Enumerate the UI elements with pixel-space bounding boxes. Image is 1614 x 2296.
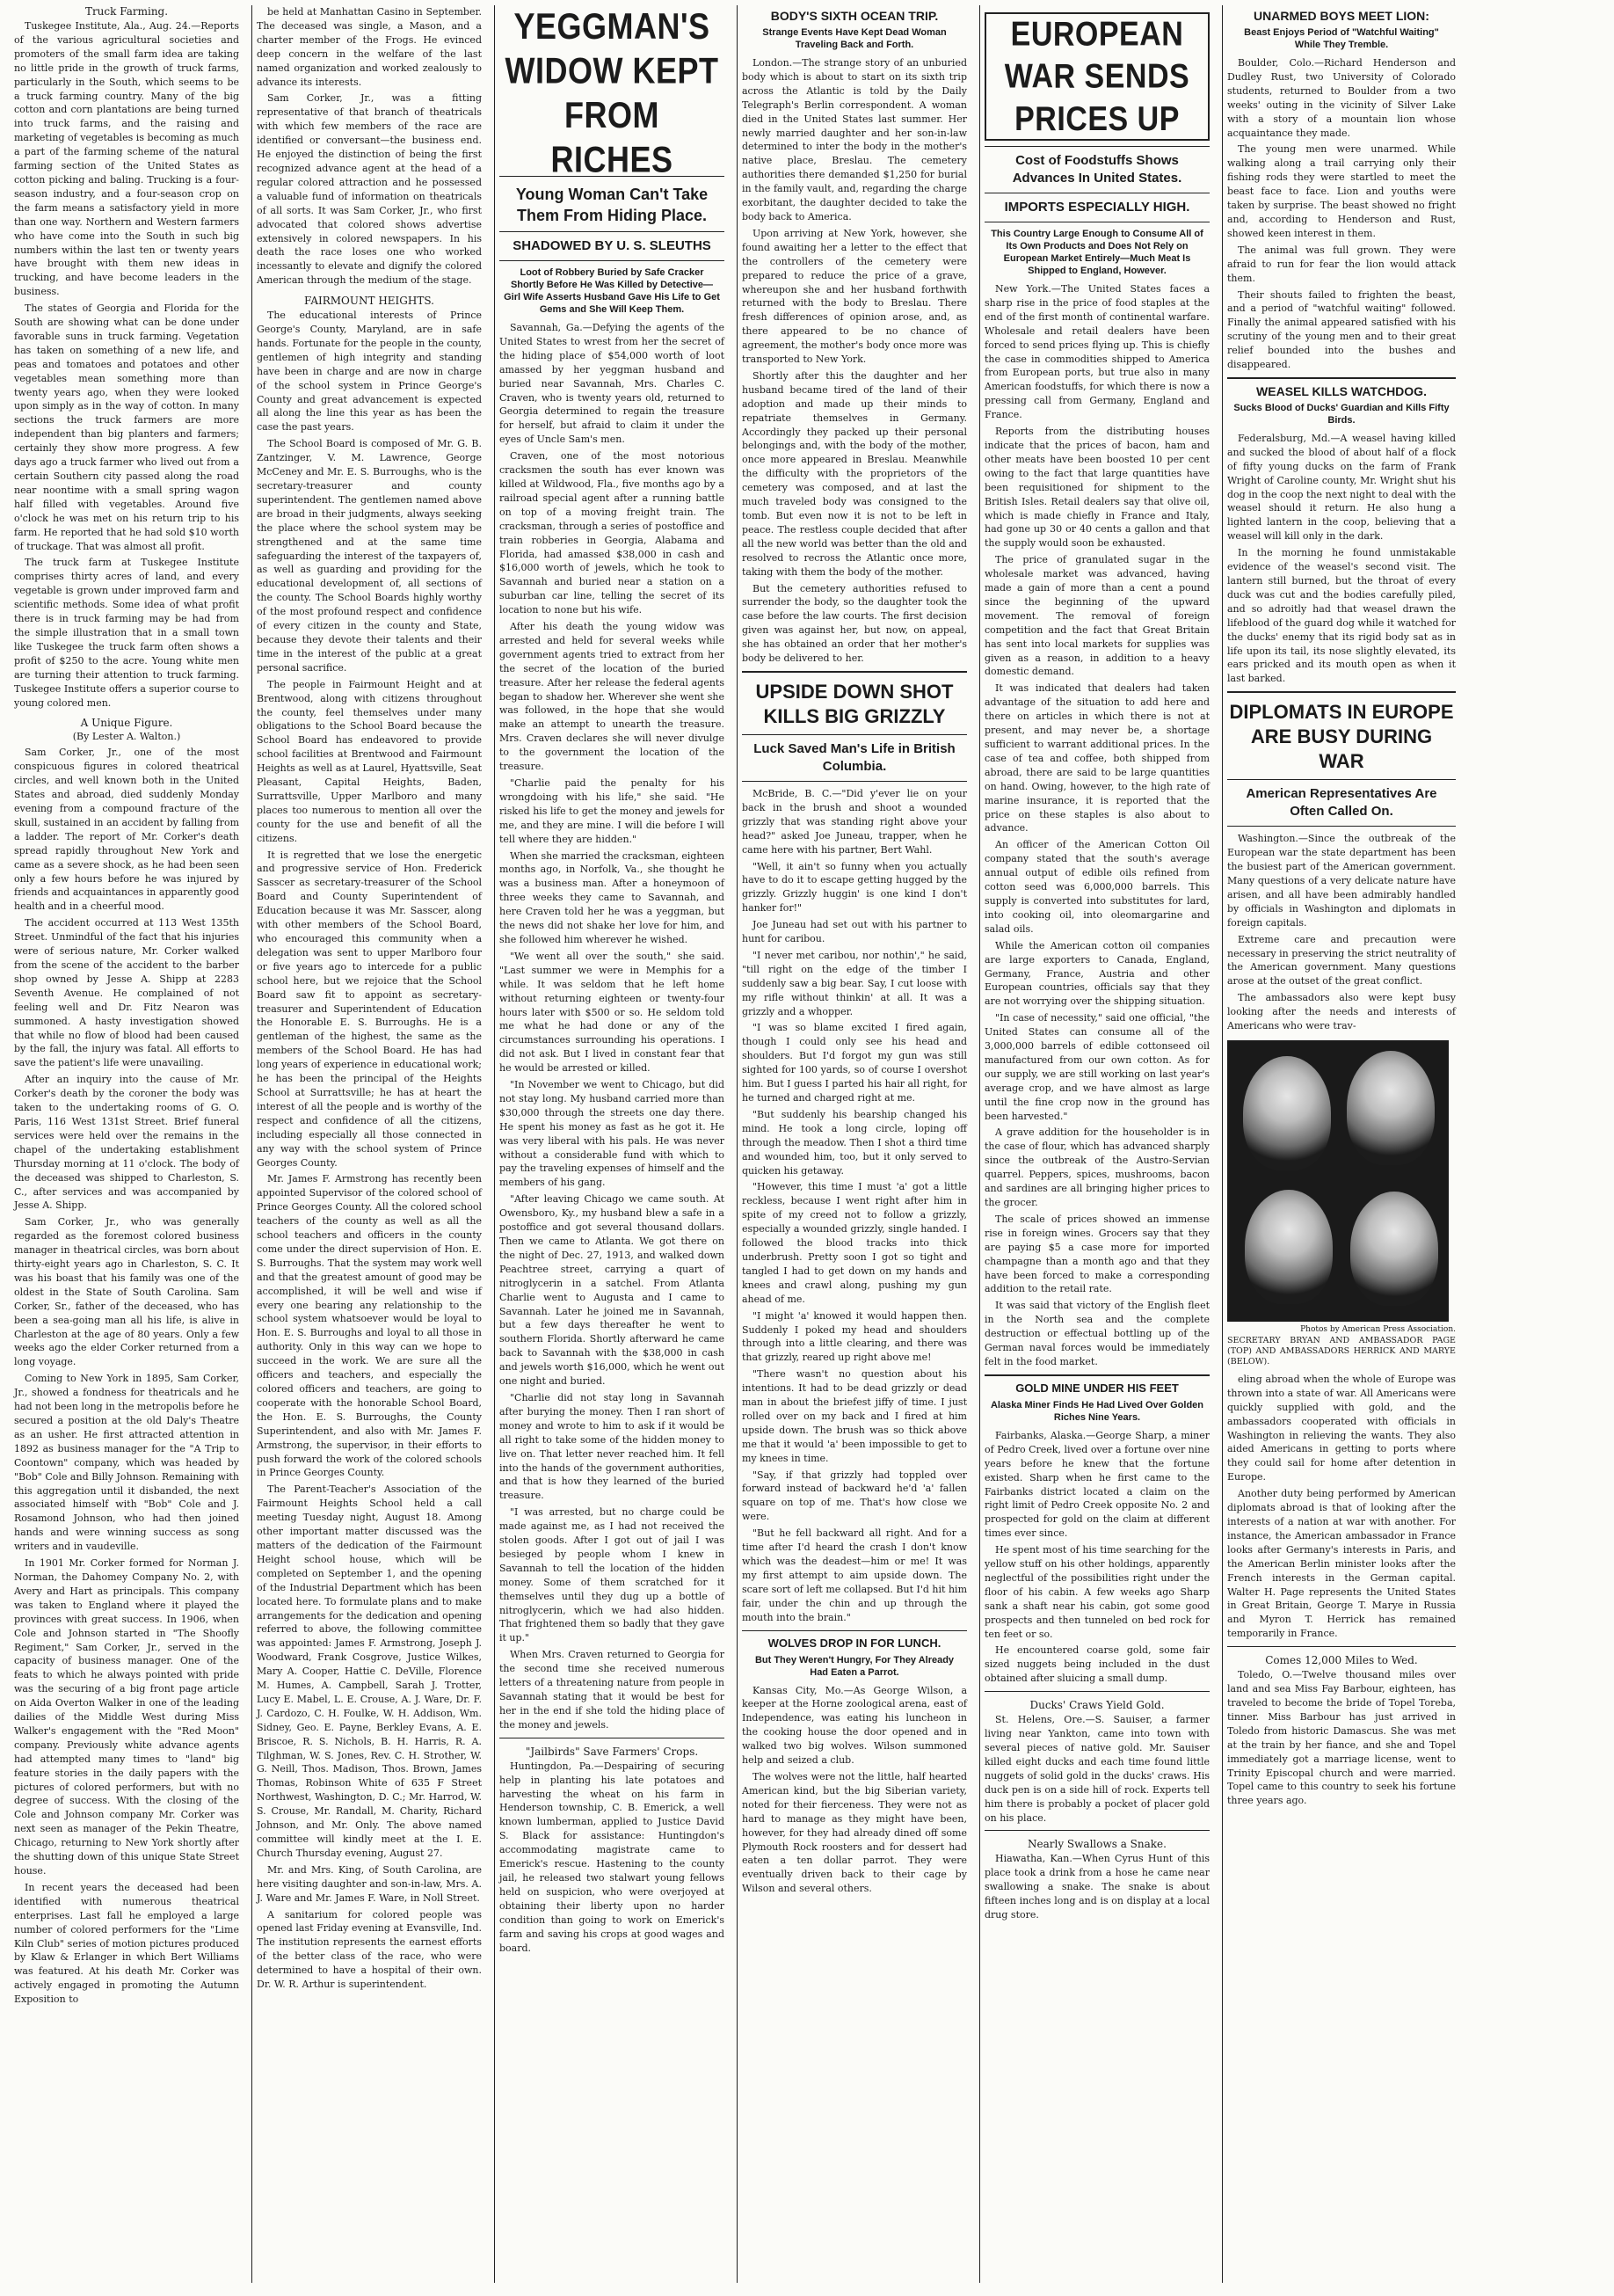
ocean-trip-headline: BODY'S SIXTH OCEAN TRIP.	[770, 9, 939, 23]
paragraph: The Parent-Teacher's Association of the Fairmount Heights School held a call meeting Tuesday night, August 18. Among other important matter discussed was the matters of the dedication of the Fairmount Height school house, which will be completed on September 1, and the opening of the Industrial Department which has been located here. To formulate plans and to make arrangements for the dedication and opening referred to above, the following committee was appointed: James F. Armstrong, Joseph J. Woodward, Frank Cosgrove, Justice Wilkes, Mary A. Cooper, Hattie C. DeVille, Florence M. Humes, A. Campbell, Sarah J. Trotter, Lucy E. Mabel, L. E. Crouse, A. J. Ware, Dr. F. J. Cardozo, C. H. Foulke, W. H. Addison, Wm. Sidney, Geo. E. Payne, Berkley Evans, A. E. Briscoe, R. S. Nichols, B. H. Harris, R. A. Tilghman, W. S. Jones, Rev. C. H. Strother, W. G. Neill, Thos. Madison, Thos. Brown, James Thomas, Robinson White of 635 F Street Northwest, Washington, D. C.; Mr. Harrod, W. S. Crouse, Mr. Randall, M. Charity, Richard Johnson, and Mr. Only. The above named committee will kindly meet at the I. E. Church Thursday evening, August 27.	[257, 1483, 482, 1859]
paragraph: New York.—The United States faces a sharp rise in the price of food staples at the end of the first month of continental warfare. Wholesale and retail dealers have been forced to send prices flying up. This is chiefly the case in commodities shipped to America from European ports, but true also in many American foodstuffs, for which there is now a pressing call from Germany, England and France.	[985, 283, 1210, 421]
divider	[742, 1630, 967, 1631]
unique-figure-title: A Unique Figure.	[80, 717, 173, 730]
diplomats-subhead: American Representatives Are Often Called On.	[1246, 786, 1437, 820]
paragraph: "In November we went to Chicago, but did not stay long. My husband carried more than $30,000 through the streets one day there. He spent his money as fast as he got it. He was very liberal with his pals. He was never without a considerable fund with which to pay the traveling expenses of himself and the members of his gang.	[499, 1079, 724, 1189]
column-1	[9, 5, 244, 2283]
paragraph: He encountered coarse gold, some fair sized nuggets being included in the dust obtained after sluicing a small dump.	[985, 1644, 1210, 1685]
paragraph: After his death the young widow was arrested and held for several weeks while government agents tried to extract from her the secret of the location of the buried treasure. After her release the federal agents began to shadow her. Wherever she went she was followed, in the hope that she would make an attempt to unearth the treasure. Mrs. Craven declares she will never divulge to the government the location of the treasure.	[499, 621, 724, 773]
paragraph: An officer of the American Cotton Oil company stated that the south's average annual output of edible oils refined from cotton seed was 6,000,000 barrels. This supply is converted into substitutes for lard, into cooking oil, into oleomargarine and salad oils.	[985, 839, 1210, 935]
paragraph: "After leaving Chicago we came south. At Owensboro, Ky., my husband blew a safe in a postoffice and got several thousand dollars. Then we came to Atlanta. We got there on the night of Dec. 27, 1913, and walked down Peachtree street, carrying a quart of nitroglycerin in a satchel. From Atlanta Charlie went to Augusta and I came to Savannah. Later he joined me in Savannah, but a few days thereafter he went to southern Florida. Shortly afterward he came back to Savannah with the $38,000 in cash and jewels worth $16,000, which he went out one night and buried.	[499, 1193, 724, 1388]
paragraph: be held at Manhattan Casino in September. The deceased was single, a Mason, and a charter member of the Frogs. He evinced deep concern in the welfare of the last named organization and worked zealously to advance its interests.	[257, 6, 482, 88]
grizzly-article	[742, 787, 967, 1625]
portrait-page	[1347, 1051, 1435, 1165]
divider	[499, 231, 724, 232]
paragraph: The truck farm at Tuskegee Institute comprises thirty acres of land, and every vegetable is grown under improved farm and scientific methods. Some idea of what profit there is in truck farming may be had from the simple illustration that in a small town like Tuskegee the truck farm often shows a profit of $250 to the acre. Young white men are turning their attention to truck farming. Tuskegee Institute offers a superior course to young colored men.	[14, 557, 239, 709]
gold-mine-title: GOLD MINE UNDER HIS FEET	[1015, 1381, 1179, 1395]
diplomats-headline: DIPLOMATS IN EUROPE ARE BUSY DURING WAR	[1229, 701, 1454, 773]
paragraph: A grave addition for the householder is in the case of flour, which has advanced sharply since the outbreak of the Austro-Servian quarrel. Peppers, spices, mushrooms, bacon and sardines are all bringing higher prices to the grocer.	[985, 1126, 1210, 1208]
portrait-marye	[1350, 1192, 1438, 1306]
divider	[1227, 1646, 1456, 1647]
paragraph: eling abroad when the whole of Europe was thrown into a state of war. All Americans were quickly supplied with gold, and the ambassadors cooperated with officials in Washington in relieving the wants. They also aided Americans in getting to ports where they could sail for home after detention in Europe.	[1227, 1373, 1456, 1483]
paragraph: The animal was full grown. They were afraid to run for fear the lion would attack them.	[1227, 244, 1456, 284]
divider	[1227, 779, 1456, 780]
paragraph: The states of Georgia and Florida for the South are showing what can be done under favorable suns in truck farming. Vegetation has taken on something of a new life, and peas and tomatoes and potatoes and other vegetables mean something more than twenty years ago, when they were looked upon simply as in the way of cotton. In many sections the truck farmers are more independent than big planters and farmers; certainly they show more progress. A few days ago a truck farmer who lived out from a certain Southern city passed along the road near noontime with a small spring wagon half filled with vegetables. Around five o'clock he was met on his return trip to his farm. He reported that he had sold $10 worth of truckage. That was almost all profit.	[14, 302, 239, 552]
paragraph: Kansas City, Mo.—As George Wilson, a keeper at the Horne zoological arena, east of Independence, was eating his luncheon in the cooking house the door opened and in walked two big wolves. Wilson summoned help and seized a club.	[742, 1684, 967, 1767]
paragraph: "Charlie did not stay long in Savannah after burying the money. Then I ran short of money and wrote to him to ask if it would be all right to take some of the hidden money to live on. That letter never reached him. It fell into the hands of the government authorities, and that is how they learned of the buried treasure.	[499, 1391, 724, 1502]
diplomats-photo	[1227, 1040, 1449, 1322]
paragraph: The wolves were not the little, half hearted American kind, but the big Siberian variety, noted for their fierceness. They were not as hard to manage as they might have been, however, for they had already dined off some Plymouth Rock roosters and for dessert had eaten a ten dollar parrot. They were eventually driven back to their cage by Wilson and several others.	[742, 1770, 967, 1895]
wolves-deck: But They Weren't Hungry, For They Already Had Eaten a Parrot.	[754, 1654, 955, 1678]
wed-title: Comes 12,000 Miles to Wed.	[1265, 1654, 1418, 1667]
paragraph: Sam Corker, Jr., who was generally regarded as the foremost colored business manager in theatrical circles, was born about thirty-eight years ago in Charleston, S. C. It was his boast that his family was one of the oldest in the State of South Carolina. Sam Corker, Sr., father of the deceased, who has been a sea-going man all his life, is alive in Charleston at the age of 80 years. Only a few weeks ago the elder Corker returned from a long voyage.	[14, 1216, 239, 1368]
snake-title: Nearly Swallows a Snake.	[1028, 1838, 1167, 1851]
paragraph: A sanitarium for colored people was opened last Friday evening at Evansville, Ind. The institution represents the earnest efforts of the better class of the race, who were determined to have a hospital of their own. Dr. W. R. Arthur is superintendent.	[257, 1908, 482, 1991]
paragraph: The educational interests of Prince George's County, Maryland, are in safe hands. Fortunate for the people in the county, gentlemen of high integrity and standing have been in charge and are now in charge of the school system in Prince George's County and great advancement is expected all along the line this year as has been the case the past years.	[257, 310, 482, 434]
weasel-title: WEASEL KILLS WATCHDOG.	[1256, 383, 1427, 398]
european-war-deck: This Country Large Enough to Consume All of Its Own Products and Does Not Rely on European Market Entirely—Much Meat Is Shipped to England, However.	[991, 229, 1203, 276]
divider	[742, 781, 967, 782]
paragraph: Boulder, Colo.—Richard Henderson and Dudley Rust, two University of Colorado students, returned to Boulder from a two weeks' outing in the vicinity of Silver Lake with a story of a mountain lion whose acquaintance they made.	[1227, 57, 1456, 139]
paragraph: The price of granulated sugar in the wholesale market was advanced, having made a gain of more than a cent a pound since the beginning of the upward movement. The removal of foreign competition and the fact that Great Britain has sent into local markets for supplies was given as a reason, in addition to a heavy domestic demand.	[985, 554, 1210, 678]
paragraph: Toledo, O.—Twelve thousand miles over land and sea Miss Fay Barbour, eighteen, has traveled to become the bride of Topel Toreba, tinner. Miss Barbour has just arrived in Toledo from historic Damascus. She was met at the train by her fiance, and she and Topel immediately got a marriage license, went to Trinity Episcopal church and were married. Topel came to this country to seek his fortune three years ago.	[1227, 1669, 1456, 1807]
paragraph: McBride, B. C.—"Did y'ever lie on your back in the brush and shoot a wounded grizzly that was standing right above your head?" asked Joe Juneau, trapper, when he came here with his partner, Bert Wahl.	[742, 787, 967, 856]
weasel-deck: Sucks Blood of Ducks' Guardian and Kills Fifty Birds.	[1233, 402, 1450, 426]
yeggman-subhead: Young Woman Can't Take Them From Hiding Place.	[515, 186, 709, 224]
paragraph: Savannah, Ga.—Defying the agents of the United States to wrest from her the secret of the hiding place of $54,000 worth of loot amassed by her yeggman husband and buried near Savannah, Mrs. Charles C. Craven, who is twenty years old, returned to Georgia determined to regain the treasure for herself, but afraid to claim it under the eyes of Uncle Sam's men.	[499, 322, 724, 446]
divider	[1227, 691, 1456, 693]
paragraph: In 1901 Mr. Corker formed for Norman J. Norman, the Dahomey Company No. 2, with Avery and Hart as principals. This company was taken to England where it played the provinces with great success. In 1906, when Cole and Johnson started in "The Shoofly Regiment," Sam Corker, Jr., served in the capacity of business manager. One of the feats to which he always pointed with pride was the securing of a big front page article on Aida Overton Walker in one of the leading dailies of the Middle West during Miss Walker's engagement with the "Red Moon" company. Previously white advance agents had attempted many times to "land" big feature stories in the daily papers with the pictures of colored performers, but with no degree of success. With the closing of the Cole and Johnson company Mr. Corker was next seen as manager of the Pekin Theatre, Chicago, returning to New York shortly after the shutting down of this unique State Street house.	[14, 1557, 239, 1877]
paragraph: "However, this time I must 'a' got a little reckless, because I went right after him in spite of my creed not to follow a grizzly, especially a wounded grizzly, single handed. I followed the blood tracks into thick underbrush. Pretty soon I got so tight and tangled I had to get down on my hands and knees and crawl along, pushing my gun ahead of me.	[742, 1181, 967, 1305]
divider	[1227, 826, 1456, 827]
paragraph: Fairbanks, Alaska.—George Sharp, a miner of Pedro Creek, lived over a fortune over nine years before he knew that the fortune existed. Sharp when he first came to the Fairbanks district located a claim on the right limit of Pedro Creek opposite No. 2 and prospected for gold on the claim at different times ever since.	[985, 1429, 1210, 1540]
paragraph: Huntingdon, Pa.—Despairing of securing help in planting his late potatoes and harvesting the wheat on his farm in Henderson township, C. B. Emerick, a well known lumberman, applied to Justice David S. Black for assistance: Huntingdon's accommodating magistrate came to Emerick's rescue. Hastening to the county jail, he released two stalwart young fellows held on suspicion, who were overjoyed at obtaining their liberty upon no harder condition than going to work on Emerick's farm and saving his crops at good wages and board.	[499, 1760, 724, 1954]
unique-figure-article	[14, 746, 239, 2007]
paragraph: In the morning he found unmistakable evidence of the weasel's second visit. The lantern still burned, but the throat of every duck was cut and the bodies carefully piled, and so adroitly had that weasel drawn the lifeblood of the guard dog while it watched for the ducks' enemy that its rigid body sat as in life upon its tail, its nose slightly elevated, its ears pricked and its mouth open as when it last barked.	[1227, 547, 1456, 685]
wolves-title: WOLVES DROP IN FOR LUNCH.	[767, 1636, 942, 1650]
gold-mine-deck: Alaska Miner Finds He Had Lived Over Golden Riches Nine Years.	[990, 1399, 1204, 1423]
paragraph: Washington.—Since the outbreak of the European war the state department has been the busiest part of the American government. Many questions of a very delicate nature have arisen, and all have been admirably handled by officials in Washington and diplomats in foreign capitals.	[1227, 833, 1456, 929]
ocean-trip-article	[742, 56, 967, 666]
photo-caption: SECRETARY BRYAN AND AMBASSADOR PAGE (TOP) AND AMBASSADORS HERRICK AND MARYE (BELOW).	[1227, 1335, 1456, 1367]
paragraph: St. Helens, Ore.—S. Sauiser, a farmer living near Yankton, came into town with several pieces of native gold. Mr. Sauiser killed eight ducks and each time found little nuggets of solid gold in the ducks' craws. His duck pen is on a side hill of rock. Experts tell him there is probably a pocket of placer gold on his place.	[985, 1714, 1210, 1824]
grizzly-subhead: Luck Saved Man's Life in British Columbia.	[753, 740, 956, 774]
paragraph: "But suddenly his bearship changed his mind. He took a long circle, loping off through the meadow. Then I shot a third time and wounded him, too, but it only served to quicken his getaway.	[742, 1108, 967, 1177]
paragraph: It is regretted that we lose the energetic and progressive service of Hon. Frederick Sasscer as secretary-treasurer of the School Board and County Superintendent of Education because it was Mr. Sasscer, along with other members of the School Board, who encouraged this community when a delegation was sent to upper Marlboro four or five years ago to intercede for a public school here, but we rejoice that the School Board saw fit to appoint as secretary-treasurer and Superintendent of Education the Honorable E. S. Burroughs. He is a gentleman of the highest, the same as the members of the School Board. He has had long years of experience in educational work; he has been the principal of the Heights School at Surrattsville; he has at heart the interest of all the people and is worthy of the respect and confidence of all the citizens, including especially all those connected in any way with the school system of Prince Georges County.	[257, 849, 482, 1169]
paragraph: Craven, one of the most notorious cracksmen the south has ever known was killed at Wildwood, Fla., five months ago by a railroad special agent after a running battle on top of a moving freight train. The cracksman, through a series of postoffice and train robberies in Georgia, Alabama and Florida, had amassed $38,000 in cash and $16,000 worth of jewels, which he took to Savannah and buried near a station on a suburban car line, telling the secret of its location to none but his wife.	[499, 450, 724, 616]
paragraph: Coming to New York in 1895, Sam Corker, Jr., showed a fondness for theatricals and he had not been long in the metropolis before he secured a position at the old Daly's Theatre as an usher. He first attracted attention in 1892 as business manager for the "A Trip to Coontown" company, which was headed by "Bob" Cole and Billy Johnson. Remaining with this aggregation until it disbanded, the next associated himself with "Bob" Cole and J. Rosamond Johnson, who had then joined hands and were winning success as song writers and in vaudeville.	[14, 1373, 240, 1553]
column-4	[737, 5, 972, 2283]
yeggman-article	[499, 321, 724, 1732]
paragraph: The people in Fairmount Height and at Brentwood, along with citizens throughout the county, feel themselves under many obligations to the School Board because the School Board has endeavored to provide school facilities at Brentwood and Fairmount Heights as well as at Laurel, Hyattsville, Seat Pleasant, Capital Heights, Baden, Surrattsville, Upper Marlboro and many places too numerous to mention all over the county for the use and benefit of all the citizens.	[257, 678, 482, 844]
jailbirds-title: "Jailbirds" Save Farmers' Crops.	[525, 1745, 699, 1758]
european-war-subhead: Cost of Foodstuffs Shows Advances In United States.	[1012, 153, 1182, 186]
column-6	[1222, 5, 1614, 2283]
paragraph: After an inquiry into the cause of Mr. Corker's death by the coroner the body was taken to the undertaking rooms of G. O. Paris, 116 West 131st Street. Brief funeral services were held over the remains in the chapel of the undertaking establishment Thursday morning at 11 o'clock. The body of the deceased was shipped to Charleston, S. C., after services and was accompanied by Jesse A. Shipp.	[14, 1074, 239, 1212]
column-3	[494, 5, 730, 2283]
paragraph: Extreme care and precaution were necessary in preserving the strict neutrality of the American government. Many questions arose at the outset of the great conflict.	[1227, 933, 1456, 988]
paragraph: The accident occurred at 113 West 135th Street. Unmindful of the fact that his injuries were of serious nature, Mr. Corker walked from the scene of the accident to the barber shop owned by Jesse A. Shipp at 2283 Seventh Avenue. He complained of not feeling well and Dr. Fitz Nearon was summoned. A hasty investigation showed that while no flow of blood had been caused by the fall, the injury was fatal. All efforts to save the patient's life were unavailing.	[14, 917, 239, 1069]
paragraph: It was said that victory of the English fleet in the North sea and the complete destruction or effectual bottling up of the German naval forces would be immediately felt in the food market.	[985, 1300, 1210, 1367]
divider	[1227, 377, 1456, 379]
yeggman-deck: Loot of Robbery Buried by Safe Cracker Shortly Before He Was Killed by Detective—Girl Wife Asserts Husband Gave His Life to Get Gems and She Will Keep Them.	[504, 267, 720, 315]
paragraph: When she married the cracksman, eighteen months ago, in Norfolk, Va., she thought he was a business man. After a honeymoon of three weeks they came to Savannah, and here Craven told her he was a yeggman, but the news did not shake her love for him, and she followed him wherever he wished.	[499, 849, 724, 945]
ocean-trip-deck: Strange Events Have Kept Dead Woman Traveling Back and Forth.	[762, 27, 947, 50]
european-war-subhead-2: IMPORTS ESPECIALLY HIGH.	[1004, 200, 1190, 215]
european-war-box	[985, 12, 1210, 141]
paragraph: In recent years the deceased had been identified with numerous theatrical enterprises. Last fall he employed a large number of colored performers for the "Lime Kiln Club" series of motion pictures produced by Klaw & Erlanger in which Bert Williams was featured. At his death Mr. Corker was actively engaged in promoting the Autumn Exposition to	[14, 1881, 239, 2006]
paragraph: But the cemetery authorities refused to surrender the body, so the daughter took the case before the law courts. The first decision given was against her, but now, on appeal, she has obtained an order that her mother's body be delivered to her.	[742, 582, 967, 665]
paragraph: Another duty being performed by American diplomats abroad is that of looking after the interests of a nation at war with another. For instance, the American ambassador in France looks after Germany's interests in Paris, and the American Berlin minister looks after the French interests in the German capital. Walter H. Page represents the United States in Great Britain, George T. Marye in Russia and Myron T. Herrick has remained temporarily in France.	[1227, 1488, 1456, 1640]
truck-farming-title: Truck Farming.	[84, 5, 169, 18]
paragraph: When Mrs. Craven returned to Georgia for the second time she received numerous letters of a threatening nature from people in Savannah stating that it would be best for her in the end if she told the hiding place of the money and jewels.	[499, 1649, 724, 1731]
paragraph: Their shouts failed to frighten the beast, and a period of "watchful waiting" followed. Finally the animal appeared satisfied with his scrutiny of the young men and to their great relief bounded into the bushes and disappeared.	[1227, 288, 1456, 371]
paragraph: The young men were unarmed. While walking along a trail carrying only their fishing rods they were startled to meet the beast face to face. Lion and youths were taken by surprise. The beast showed no fright and, according to Henderson and Rust, showed keen interest in them.	[1227, 143, 1456, 239]
paragraph: The scale of prices showed an immense rise in foreign wines. Grocers say that they are paying $5 a case more for imported champagne than a month ago and that they have been forced to make a corresponding addition to the retail rate.	[985, 1213, 1210, 1295]
paragraph: "I might 'a' knowed it would happen then. Suddenly I poked my head and shoulders through into a little clearing, and there was that grizzly, reared up right above me!	[742, 1309, 967, 1364]
paragraph: The ambassadors also were kept busy looking after the needs and interests of Americans who were trav-	[1227, 992, 1456, 1032]
paragraph: Mr. and Mrs. King, of South Carolina, are here visiting daughter and son-in-law, Mrs. A. J. Ware and Mr. James F. Ware, in Noll Street.	[257, 1863, 482, 1904]
paragraph: "I was arrested, but no charge could be made against me, as I had not received the stolen goods. After I got out of jail I was besieged by people whom I knew in Savannah to tell the location of the hidden money. Some of them scratched for it themselves until they dug up a bottle of nitroglycerin, which we had also hidden. That frightened them so badly that they gave it up."	[499, 1506, 724, 1644]
divider	[985, 146, 1210, 147]
paragraph: Tuskegee Institute, Ala., Aug. 24.—Reports of the various agricultural societies and promoters of the small farm idea are taking no little pride in the growth of truck farms, particularly in the South, which seems to be a truck farming country. Many of the big cotton and corn plantations are being turned into truck farms, and the raising and marketing of vegetables is becoming as much a part of the farming scheme of the natural farming section of the United States as cotton picking and baling. Trucking is a four-season industry, and a four-season crop on the farm means a satisfactory yield in more than one way. Northern and Western farmers who have come into the South in such big numbers within the last ten or twenty years have brought with them new ideas in trucking, and have become leaders in the business.	[14, 20, 239, 298]
yeggman-headline: YEGGMAN'S WIDOW KEPT FROM RICHES	[505, 5, 719, 180]
paragraph: "Well, it ain't so funny when you actually have to do it to escape getting hugged by the grizzly. Grizzly huggin' is one kind I don't hanker for!"	[742, 860, 967, 915]
paragraph: Mr. James F. Armstrong has recently been appointed Supervisor of the colored school of Prince Georges County. All the colored school teachers of the county as well as all the school teachers and officers in the county come under the direct supervision of Hon. E. S. Burroughs. That the system may work well and that the greatest amount of good may be accomplished, it will be well and wise if every one bearing any relationship to the school system whatsoever would be loyal to Hon. E. S. Burroughs and loyal to all those in authority. Only in this way can we hope to succeed in the work. We are sure all the officers and teachers, and especially the colored officers and teachers, are going to cooperate with the honorable School Board, the Hon. E. S. Burroughs, the County Superintendent, and also with Mr. James F. Armstrong, the supervisor, in their efforts to push forward the work of the colored schools in Prince Georges County.	[257, 1173, 482, 1479]
truck-farming-article	[14, 19, 239, 710]
paragraph: He spent most of his time searching for the yellow stuff on his other holdings, apparently neglectful of the possibilities right under the floor of his cabin. A few weeks ago Sharp sank a shaft near his cabin, got some good prospects and then tunneled on bed rock for ten feet or so.	[985, 1544, 1210, 1640]
paragraph: Joe Juneau had set out with his partner to hunt for caribou.	[742, 919, 967, 945]
fairmount-title: FAIRMOUNT HEIGHTS.	[304, 295, 434, 308]
grizzly-headline: UPSIDE DOWN SHOT KILLS BIG GRIZZLY	[755, 680, 954, 727]
lion-title: UNARMED BOYS MEET LION:	[1254, 9, 1429, 23]
paragraph: "But he fell backward all right. And for a time after I'd heard the crash I don't know which was the deadest—him or me! It was my first attempt to aim upside down. The scare sort of left me collapsed. But I'd hit him fair, under the chin and up through the mouth into the brain."	[742, 1527, 967, 1623]
paragraph: London.—The strange story of an unburied body which is about to start on its sixth trip across the Atlantic is told by the Daily Telegraph's Berlin correspondent. A woman died in the United States last summer. Her newly married daughter and her son-in-law determined to inter the body in the mother's native place, Breslau. The cemetery authorities there demanded $1,250 for burial in the family vault, and, regarding the charge exorbitant, the daughter decided to take the body back to America.	[742, 57, 967, 222]
divider	[985, 1830, 1210, 1831]
column-2	[251, 5, 487, 2283]
paragraph: "In case of necessity," said one official, "the United States can consume all of the 3,000,000 barrels of edible cottonseed oil manufactured from our own cotton. As for our supply, we are still working on last year's average crop, and we have almost as large until the fine crop now in the ground has been harvested."	[985, 1012, 1210, 1122]
paragraph: "Say, if that grizzly had toppled over forward instead of backward he'd 'a' fallen square on top of me. That's how close we were.	[742, 1469, 967, 1523]
paragraph: Sam Corker, Jr., was a fitting representative of that branch of theatricals with which few members of the race are identified or conversant—the business end. He enjoyed the distinction of being the first recognized advance agent at the head of a regular colored attraction and he possessed a valuable fund of information on theatricals of all sorts. It was Sam Corker, Jr., who first advocated that colored shows advertise extensively in colored newspapers. In his death the race loses one who worked incessantly to elevate and dignify the colored American through the medium of the stage.	[257, 92, 482, 287]
european-war-article	[985, 282, 1210, 1369]
portrait-bryan	[1243, 1056, 1331, 1170]
newspaper-page	[9, 5, 1605, 2287]
paragraph: Reports from the distributing houses indicate that the prices of bacon, ham and other meats have been boosted 10 per cent owing to the fact that large quantities have been requisitioned for shipment to the British Isles. Retail dealers say that olive oil, which is made chiefly in France and Italy, had gone up 30 or 40 cents a gallon and that the supply would soon be exhausted.	[985, 426, 1210, 550]
paragraph: The School Board is composed of Mr. G. B. Zantzinger, V. M. Lawrence, George McCeney and Mr. E. S. Burroughs, who is the secretary-treasurer and county superintendent. The gentlemen named above are broad in their judgments, always seeking the place where the school system may be strengthened and at the same time safeguarding the interest of the taxpayers of, as well as guarding and providing for the educational development of, all sections of the county. The School Boards highly worthy of the most profound respect and confidence of every citizen in the county and State, because they devote their talents and their time in the interest of the public at a great personal sacrifice.	[257, 438, 482, 674]
paragraph: Hiawatha, Kan.—When Cyrus Hunt of this place took a drink from a hose he came near swallowing a snake. The snake is about fifteen inches long and is on display at a local drug store.	[985, 1853, 1210, 1921]
paragraph: "I was so blame excited I fired again, though I could only see his head and shoulders. But I'd forgot my gun was still sighted for 100 yards, so of course I overshot him. But I guess I parted his hair all right, for he turned and charged right at me.	[742, 1022, 967, 1104]
paragraph: Federalsburg, Md.—A weasel having killed and sucked the blood of about half of a flock of fifty young ducks on the farm of Frank Wright of Caroline county, Mr. Wright shut his dog in the coop the next night to deal with the weasel should it return. He also hung a lighted lantern in the coop, believing that a weasel will kill only in the dark.	[1227, 432, 1456, 543]
fairmount-article	[257, 309, 482, 1992]
paragraph: "I never met caribou, nor nothin'," he said, "till right on the edge of the timber I suddenly saw a big bear. Say, I cut loose with my rifle without thinkin' at all. It was a grizzly and a whopper.	[742, 949, 967, 1017]
paragraph: "We went all over the south," she said. "Last summer we were in Memphis for a while. It was seldom that he left home without returning eighteen or twenty-four hours later with $500 or so. He seldom told me what he had done or any of the circumstances surrounding his operations. I did not ask. But I lived in constant fear that he would be arrested or killed.	[499, 950, 724, 1075]
paragraph: "There wasn't no question about his intentions. It had to be dead grizzly or dead man in about the briefest jiffy of time. I just rolled over on my back and I fired at him upside down. The brush was so thick above me that it would 'a' been impossible to get to my knees in time.	[742, 1368, 967, 1464]
paragraph: It was indicated that dealers had taken advantage of the situation to add here and there on articles in which there is not at present, and may never be, a shortage sufficient to warrant additional prices. In the case of tea and coffee, both shipped from abroad, there are said to be large quantities on hand. Owing, however, to the high rate of marine insurance, it is reported that the price on these staples is also about to advance.	[985, 682, 1210, 835]
paragraph: While the American cotton oil companies are large exporters to Canada, England, Germany, France, Austria and other European countries, officials say that they are not worrying over the shipping situation.	[985, 939, 1210, 1008]
paragraph: Shortly after this the daughter and her husband became tired of the land of their adoption and made up their minds to repatriate themselves in Germany. Accordingly they packed up their personal belongings and, with the body of the mother, once more appeared in Breslau. Meanwhile the difficulty with the proprietors of the cemetery was composed, and at last the much traveled body was consigned to the tomb. But even now it is not to be left in peace. The restless couple decided that after all the new world was better than the old and resolved to recross the Atlantic once more, taking with them the body of the mother.	[742, 369, 967, 578]
corker-continued	[257, 5, 482, 288]
lion-deck: Beast Enjoys Period of "Watchful Waiting" While They Tremble.	[1244, 27, 1439, 50]
paragraph: "Charlie paid the penalty for his wrongdoing with his life," she said. "He risked his life to get the money and jewels for me, and they are mine. I will die before I will tell where they are hidden."	[499, 777, 724, 845]
portrait-herrick	[1245, 1190, 1333, 1304]
divider	[742, 734, 967, 735]
ducks-title: Ducks' Craws Yield Gold.	[1029, 1699, 1165, 1712]
yeggman-subhead-2: SHADOWED BY U. S. SLEUTHS	[513, 238, 711, 253]
photo-credit: Photos by American Press Association.	[1300, 1324, 1456, 1334]
paragraph: Sam Corker, Jr., one of the most conspicuous figures in colored theatrical circles, and well known both in the United States and abroad, died suddenly Monday evening from a compound fracture of the skull, sustained in an accident by falling from a ladder. The report of Mr. Corker's death spread rapidly throughout New York and came as a severe shock, as he had been seen only a few hours before he was injured by friends and acquaintances in apparently good health and in a cheerful mood.	[14, 747, 239, 913]
divider	[499, 260, 724, 261]
divider	[985, 1691, 1210, 1692]
european-war-headline: EUROPEAN WAR SENDS PRICES UP	[1004, 14, 1190, 139]
paragraph: Upon arriving at New York, however, she found awaiting her a letter to the effect that the controllers of the cemetery were prepared to reduce the price of a grave, whereupon she and her husband forthwith returned with the body to Breslau. There fresh differences of opinion arose, and, as there appeared to be no chance of agreement, the mother's body once more was transported to New York.	[742, 227, 967, 366]
byline: (By Lester A. Walton.)	[72, 731, 181, 743]
column-5	[979, 5, 1215, 2283]
divider	[742, 671, 967, 673]
divider	[985, 1374, 1210, 1376]
